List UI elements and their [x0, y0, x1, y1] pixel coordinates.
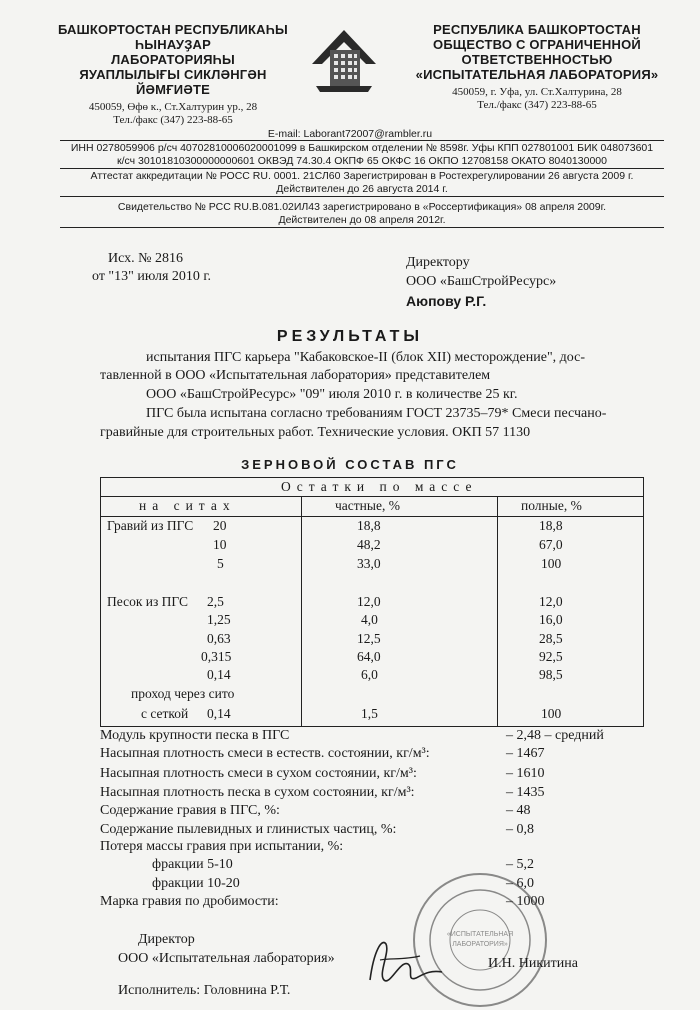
partial-residue: 33,0 — [357, 556, 381, 571]
results-line: тавленной в ООО «Испытательная лаборатория» представителем — [100, 368, 491, 383]
sieve-size: 10 — [213, 537, 227, 552]
property-label: Модуль крупности песка в ПГС — [100, 728, 290, 743]
results-title: РЕЗУЛЬТАТЫ — [276, 328, 424, 345]
partial-residue: 12,0 — [357, 594, 381, 609]
executor: Исполнитель: Головнина Р.Т. — [118, 983, 291, 998]
requisites-line: к/сч 30101810300000000601 ОКВЭД 74.30.4 ОКПФ 65 ОКФС 16 ОКПО 12708158 ОКАТО 8040130000 — [117, 155, 607, 167]
full-residue: 100 — [541, 706, 562, 721]
property-label: Насыпная плотность песка в сухом состоянии, кг/м³: — [100, 785, 415, 800]
addressee-company: ООО «БашСтройРесурс» — [406, 274, 557, 289]
property-value: – 2,48 – средний — [506, 728, 604, 743]
gravel-label: Гравий из ПГС — [107, 518, 194, 533]
sieve-size: 0,315 — [201, 649, 232, 664]
full-residue: 16,0 — [539, 612, 563, 627]
building-logo-icon — [308, 24, 380, 94]
full-residue: 98,5 — [539, 667, 563, 682]
property-label: Содержание пылевидных и глинистых частиц, %: — [100, 822, 397, 837]
partial-residue: 1,5 — [361, 706, 378, 721]
outgoing-number: Исх. № 2816 — [108, 251, 183, 266]
sieve-size: 0,14 — [207, 667, 231, 682]
header-left-line: ҺЫНАУҘАР — [134, 37, 212, 52]
accreditation-validity: Действителен до 26 августа 2014 г. — [276, 183, 448, 195]
property-label: Насыпная плотность смеси в естеств. состоянии, кг/м³: — [100, 746, 430, 761]
property-value: – 5,2 — [506, 857, 534, 872]
svg-text:ЛАБОРАТОРИЯ»: ЛАБОРАТОРИЯ» — [452, 941, 508, 948]
director-name: И.Н. Никитина — [488, 956, 578, 971]
property-value: – 1000 — [506, 894, 545, 909]
property-value: – 1467 — [506, 746, 545, 761]
table-col-partial: частные, % — [335, 498, 400, 513]
partial-residue: 12,5 — [357, 631, 381, 646]
header-left-address: 450059, Өфө к., Ст.Халтурин ур., 28 — [88, 101, 258, 113]
table-rule — [301, 496, 302, 726]
header-left-line: БАШКОРТОСТАН РЕСПУБЛИКАҺЫ — [58, 22, 288, 37]
sieve-size: 20 — [213, 518, 227, 533]
table-rule — [101, 516, 643, 517]
property-label: Содержание гравия в ПГС, %: — [100, 803, 280, 818]
director-title: Директор — [138, 932, 195, 947]
sieve-size: 0,63 — [207, 631, 231, 646]
property-label: Насыпная плотность смеси в сухом состоянии, кг/м³: — [100, 766, 417, 781]
sieve-size: 2,5 — [207, 594, 224, 609]
table-rule — [497, 496, 498, 726]
sieve-size: 5 — [217, 556, 224, 571]
outgoing-date: от "13" июля 2010 г. — [92, 269, 212, 284]
full-residue: 100 — [541, 556, 562, 571]
header-left-line: ЛАБОРАТОРИЯҺЫ — [111, 52, 235, 67]
property-label: фракции 5-10 — [152, 857, 233, 872]
results-line: гравийные для строительных работ. Технические условия. ОКП 57 1130 — [100, 425, 531, 440]
sieve-size: 1,25 — [207, 612, 231, 627]
header-left-phone: Тел./факс (347) 223-88-65 — [113, 114, 233, 126]
certificate-line: Свидетельство № РСС RU.В.081.02ИЛ43 зарегистрировано в «Россертификация» 08 апреля 2009г. — [117, 201, 607, 213]
property-value: – 6,0 — [506, 876, 534, 891]
divider — [60, 140, 664, 141]
header-left-block — [58, 22, 288, 127]
property-label: Марка гравия по дробимости: — [100, 894, 279, 909]
property-value: – 1610 — [506, 766, 545, 781]
grain-title: ЗЕРНОВОЙ СОСТАВ ПГС — [241, 457, 459, 472]
full-residue: 28,5 — [539, 631, 563, 646]
table-header-span: Остатки по массе — [281, 479, 478, 494]
header-right-line: РЕСПУБЛИКА БАШКОРТОСТАН — [433, 22, 641, 37]
divider — [60, 168, 664, 169]
addressee-name: Аюпову Р.Г. — [406, 293, 487, 309]
results-line: ООО «БашСтройРесурс» "09" июля 2010 г. в количестве 25 кг. — [146, 387, 518, 402]
header-right-phone: Тел./факс (347) 223-88-65 — [477, 99, 597, 111]
partial-residue: 18,8 — [357, 518, 381, 533]
table-rule — [101, 496, 643, 497]
property-label: фракции 10-20 — [152, 876, 240, 891]
header-left-line: ЯУАПЛЫЛЫҒЫ СИКЛӘНГӘН — [79, 67, 267, 82]
results-line: испытания ПГС карьера "Кабаковское-II (блок XII) месторождение", дос- — [146, 350, 586, 365]
partial-residue: 64,0 — [357, 649, 381, 664]
full-residue: 92,5 — [539, 649, 563, 664]
property-value: – 48 — [506, 803, 531, 818]
handwritten-signature — [360, 930, 450, 990]
header-right-line: ОТВЕТСТВЕННОСТЬЮ — [461, 52, 613, 67]
passthrough-label: с сеткой — [141, 706, 189, 721]
divider — [60, 227, 664, 228]
svg-text:«ИСПЫТАТЕЛЬНАЯ: «ИСПЫТАТЕЛЬНАЯ — [446, 931, 514, 938]
property-value: – 1435 — [506, 785, 545, 800]
requisites-line: ИНН 0278059906 р/сч 40702810006020001099 в Башкирском отделении № 8598г. Уфы КПП 027801001 БИК 048073601 — [70, 142, 654, 154]
property-value: – 0,8 — [506, 822, 534, 837]
header-right-line: ОБЩЕСТВО С ОГРАНИЧЕННОЙ — [433, 37, 641, 52]
header-right-line: «ИСПЫТАТЕЛЬНАЯ ЛАБОРАТОРИЯ» — [415, 67, 659, 82]
certificate-validity: Действителен до 08 апреля 2012г. — [278, 214, 446, 226]
partial-residue: 6,0 — [361, 667, 378, 682]
table-col-full: полные, % — [521, 498, 582, 513]
addressee-position: Директору — [406, 255, 470, 270]
full-residue: 67,0 — [539, 537, 563, 552]
partial-residue: 4,0 — [361, 612, 378, 627]
header-right-block — [402, 22, 672, 112]
grain-table — [100, 477, 644, 727]
accreditation-line: Аттестат аккредитации № РОСС RU. 0001. 21СЛ60 Зарегистрирован в Ростехрегулировании 26 августа 2009 г. — [90, 170, 634, 182]
partial-residue: 48,2 — [357, 537, 381, 552]
director-org: ООО «Испытательная лаборатория» — [118, 951, 335, 966]
header-right-address: 450059, г. Уфа, ул. Ст.Халтурина, 28 — [452, 86, 622, 98]
passthrough-label: проход через сито — [131, 686, 235, 701]
header-left-line: ЙӘМҒИӘТЕ — [136, 82, 210, 97]
full-residue: 12,0 — [539, 594, 563, 609]
sand-label: Песок из ПГС — [107, 594, 189, 609]
full-residue: 18,8 — [539, 518, 563, 533]
property-label: Потеря массы гравия при испытании, %: — [100, 839, 344, 854]
email-line: E-mail: Laborant72007@rambler.ru — [267, 128, 433, 140]
table-col-sieves: на ситах — [139, 498, 236, 513]
results-line: ПГС была испытана согласно требованиям ГОСТ 23735–79* Смеси песчано- — [146, 406, 607, 421]
sieve-size: 0,14 — [207, 706, 231, 721]
divider — [60, 196, 664, 197]
